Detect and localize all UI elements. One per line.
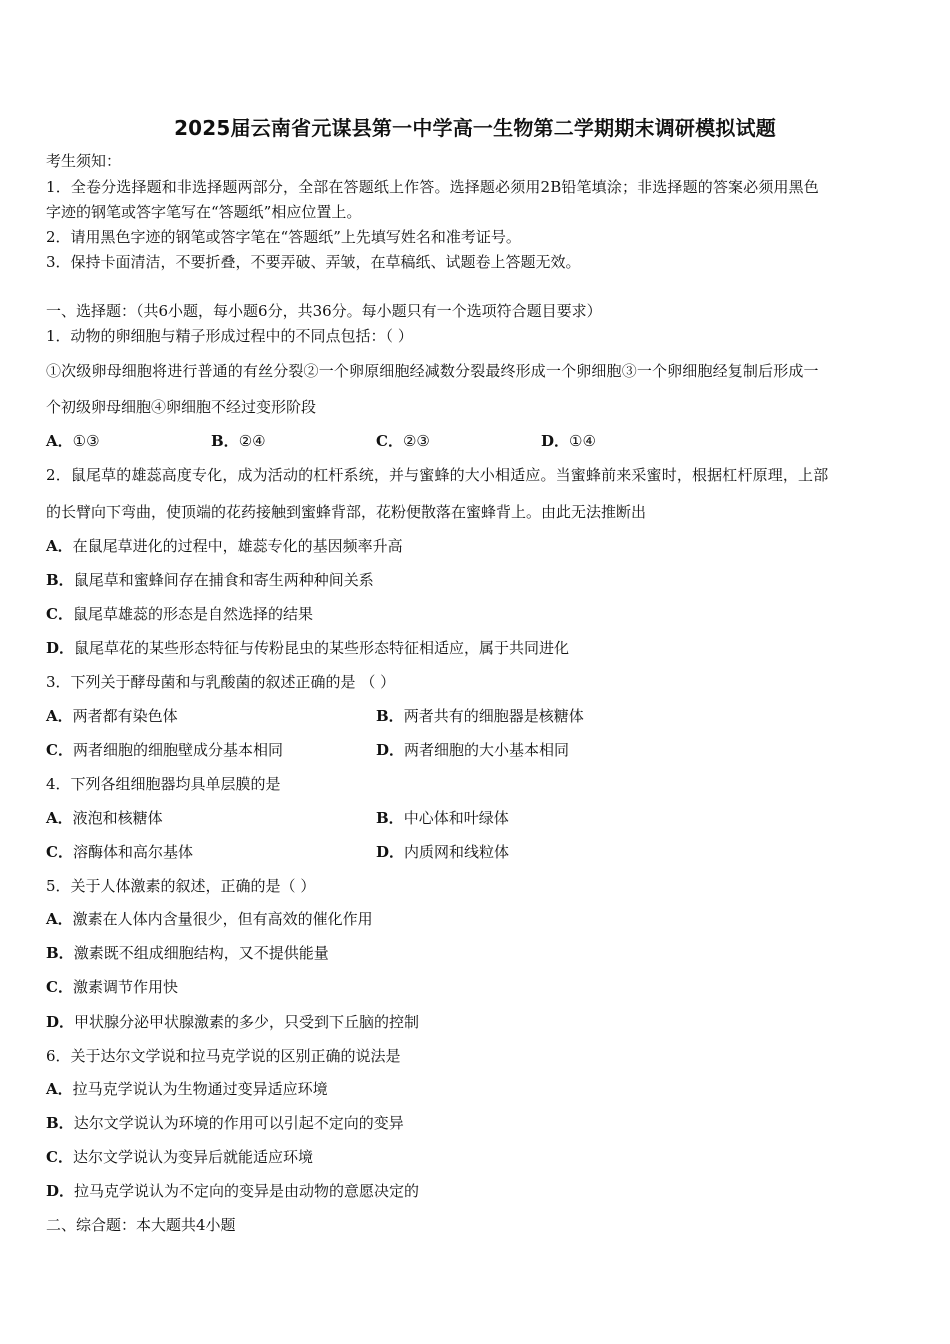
option-d	[46, 1181, 419, 1201]
option-b	[46, 1113, 404, 1133]
option-text: 达尔文学说认为环境的作用可以引起不定向的变异	[73, 1114, 404, 1132]
question-stem: 的长臂向下弯曲，使顶端的花药接触到蜜蜂背部，花粉便散落在蜜蜂背上。由此无法推断出	[46, 503, 647, 521]
question-stem: 4．下列各组细胞器均具单层膜的是	[46, 775, 281, 793]
section-heading: 一、选择题：（共6小题，每小题6分，共36分。每小题只有一个选项符合题目要求）	[46, 302, 602, 320]
notice-item: 2．请用黑色字迹的钢笔或答字笔在“答题纸”上先填写姓名和准考证号。	[46, 228, 521, 246]
option-text: 两者共有的细胞器是核糖体	[403, 707, 584, 725]
option-letter: B．	[46, 1114, 74, 1132]
option-letter: D．	[46, 1182, 75, 1200]
option-b	[376, 808, 509, 828]
option-text: 溶酶体和高尔基体	[72, 843, 193, 861]
option-d	[541, 431, 596, 451]
option-letter: C．	[46, 605, 73, 623]
option-text: 拉马克学说认为生物通过变异适应环境	[72, 1080, 328, 1098]
option-letter: A．	[46, 910, 73, 928]
option-text: 两者都有染色体	[72, 707, 178, 725]
option-text: ②④	[238, 432, 266, 450]
option-letter: D．	[541, 432, 570, 450]
option-letter: C．	[46, 843, 73, 861]
option-letter: B．	[376, 809, 404, 827]
option-letter: D．	[376, 843, 405, 861]
question-detail: ①次级卵母细胞将进行普通的有丝分裂②一个卵原细胞经减数分裂最终形成一个卵细胞③一个卵细胞经复制后形成一	[46, 362, 819, 380]
section-heading: 二、综合题：本大题共4小题	[46, 1216, 236, 1234]
option-text: 两者细胞的细胞壁成分基本相同	[72, 741, 283, 759]
option-text: 拉马克学说认为不定向的变异是由动物的意愿决定的	[74, 1182, 420, 1200]
option-text: ①④	[569, 432, 596, 450]
option-a	[46, 808, 163, 828]
option-text: 内质网和线粒体	[404, 843, 510, 861]
option-letter: C．	[46, 741, 73, 759]
question-detail: 个初级卵母细胞④卵细胞不经过变形阶段	[46, 398, 317, 416]
option-letter: D．	[46, 639, 75, 657]
option-c	[46, 842, 193, 862]
notice-item: 3．保持卡面清洁，不要折叠，不要弄破、弄皱，在草稿纸、试题卷上答题无效。	[46, 253, 581, 271]
notice-item: 1．全卷分选择题和非选择题两部分，全部在答题纸上作答。选择题必须用2B铅笔填涂；非选择题的答案必须用黑色	[46, 178, 819, 196]
option-text: 两者细胞的大小基本相同	[404, 741, 570, 759]
option-text: 达尔文学说认为变异后就能适应环境	[72, 1148, 313, 1166]
question-stem: 6．关于达尔文学说和拉马克学说的区别正确的说法是	[46, 1047, 401, 1065]
option-text: 甲状腺分泌甲状腺激素的多少，只受到下丘脑的控制	[74, 1013, 420, 1031]
option-letter: A．	[46, 707, 73, 725]
option-letter: C．	[376, 432, 403, 450]
option-a	[46, 536, 403, 556]
option-a	[46, 1079, 328, 1099]
option-letter: B．	[46, 571, 74, 589]
option-a	[46, 909, 373, 929]
notice-item: 字迹的钢笔或答字笔写在“答题纸”相应位置上。	[46, 203, 362, 221]
option-d	[46, 638, 569, 658]
option-letter: D．	[376, 741, 405, 759]
notice-heading: 考生须知：	[46, 152, 122, 170]
option-c	[46, 604, 313, 624]
option-text: 中心体和叶绿体	[403, 809, 509, 827]
option-text: 鼠尾草和蜜蜂间存在捕食和寄生两种种间关系	[73, 571, 374, 589]
option-b	[46, 570, 374, 590]
option-text: 激素调节作用快	[72, 978, 178, 996]
question-stem: 1．动物的卵细胞与精子形成过程中的不同点包括：（ ）	[46, 327, 413, 345]
option-b	[376, 706, 584, 726]
option-letter: B．	[376, 707, 404, 725]
option-a	[46, 706, 178, 726]
option-text: 激素既不组成细胞结构，又不提供能量	[73, 944, 329, 962]
question-stem: 3．下列关于酵母菌和与乳酸菌的叙述正确的是 （ ）	[46, 673, 396, 691]
option-letter: B．	[46, 944, 74, 962]
question-stem: 5．关于人体激素的叙述，正确的是（ ）	[46, 877, 316, 895]
option-text: 液泡和核糖体	[72, 809, 163, 827]
option-letter: C．	[46, 1148, 73, 1166]
option-text: 激素在人体内含量很少，但有高效的催化作用	[72, 910, 373, 928]
option-text: ②③	[402, 432, 430, 450]
page-title: 2025届云南省元谋县第一中学高一生物第二学期期末调研模拟试题	[174, 116, 776, 140]
option-c	[46, 1147, 313, 1167]
option-d	[376, 842, 509, 862]
option-b	[211, 431, 266, 451]
option-letter: C．	[46, 978, 73, 996]
option-b	[46, 943, 329, 963]
option-c	[46, 740, 283, 760]
option-letter: A．	[46, 537, 73, 555]
option-c	[376, 431, 430, 451]
option-letter: A．	[46, 432, 73, 450]
option-letter: D．	[46, 1013, 75, 1031]
option-c	[46, 977, 178, 997]
option-text: 鼠尾草花的某些形态特征与传粉昆虫的某些形态特征相适应，属于共同进化	[74, 639, 570, 657]
option-text: ①③	[72, 432, 100, 450]
option-text: 在鼠尾草进化的过程中，雄蕊专化的基因频率升高	[72, 537, 403, 555]
question-stem: 2．鼠尾草的雄蕊高度专化，成为活动的杠杆系统，并与蜜蜂的大小相适应。当蜜蜂前来采蜜时，根据杠杆原理，上部	[46, 466, 829, 484]
option-letter: A．	[46, 809, 73, 827]
option-letter: B．	[211, 432, 239, 450]
option-a	[46, 431, 100, 451]
option-letter: A．	[46, 1080, 73, 1098]
option-d	[376, 740, 569, 760]
option-d	[46, 1012, 419, 1032]
option-text: 鼠尾草雄蕊的形态是自然选择的结果	[72, 605, 313, 623]
